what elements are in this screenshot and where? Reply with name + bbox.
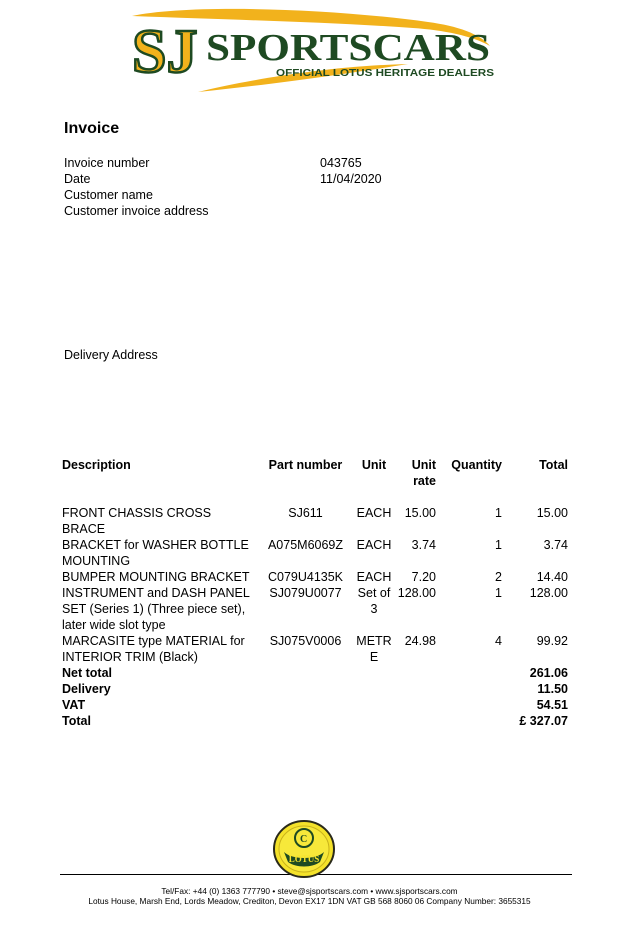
row-quantity: 1 bbox=[495, 586, 502, 600]
table-row bbox=[62, 537, 568, 569]
table-header-row bbox=[62, 457, 568, 489]
vat-value: 54.51 bbox=[536, 698, 568, 712]
customer-invoice-address-label: Customer invoice address bbox=[64, 204, 209, 218]
row-description: BUMPER MOUNTING BRACKET bbox=[62, 570, 250, 584]
row-unit: EACH bbox=[356, 538, 392, 552]
col-header-part-number: Part number bbox=[268, 458, 343, 472]
grand-total-value: £ 327.07 bbox=[519, 714, 568, 728]
net-total-value: 261.06 bbox=[529, 666, 568, 680]
row-total: 14.40 bbox=[536, 570, 568, 584]
row-quantity: 1 bbox=[495, 538, 502, 552]
date-value: 11/04/2020 bbox=[320, 172, 382, 186]
invoice-number-label: Invoice number bbox=[64, 156, 150, 170]
row-part-number: SJ075V0006 bbox=[269, 634, 342, 648]
row-part-number: C079U4135K bbox=[267, 570, 344, 584]
row-part-number: SJ079U0077 bbox=[269, 586, 342, 600]
invoice-title: Invoice bbox=[64, 120, 120, 137]
line-items-table bbox=[62, 457, 568, 729]
net-total-row bbox=[62, 665, 568, 681]
date-label: Date bbox=[64, 172, 91, 186]
delivery-value: 11.50 bbox=[537, 682, 568, 696]
row-total: 128.00 bbox=[529, 586, 568, 600]
delivery-row bbox=[62, 681, 568, 697]
customer-name-label: Customer name bbox=[64, 188, 153, 202]
row-unit-rate: 7.20 bbox=[411, 570, 436, 584]
col-header-total: Total bbox=[539, 458, 568, 472]
grand-total-row bbox=[62, 713, 568, 729]
col-header-description: Description bbox=[62, 458, 131, 472]
table-row bbox=[62, 505, 568, 537]
col-header-unit: Unit bbox=[361, 458, 387, 472]
col-header-unit-rate: Unit rate bbox=[411, 458, 436, 488]
lotus-badge-text: LOTUS bbox=[288, 854, 320, 864]
lotus-badge-icon bbox=[270, 818, 338, 880]
row-total: 99.92 bbox=[536, 634, 568, 648]
row-quantity: 2 bbox=[495, 570, 502, 584]
row-unit-rate: 24.98 bbox=[404, 634, 436, 648]
row-description: MARCASITE type MATERIAL for INTERIOR TRIM (Black) bbox=[62, 634, 245, 664]
sj-sportscars-logo bbox=[128, 6, 498, 96]
vat-label: VAT bbox=[62, 698, 86, 712]
row-quantity: 1 bbox=[495, 506, 502, 520]
svg-text:C: C bbox=[300, 834, 308, 845]
row-unit: EACH bbox=[356, 570, 392, 584]
table-row bbox=[62, 585, 568, 633]
logo-initials: SJ bbox=[132, 18, 198, 86]
table-row bbox=[62, 633, 568, 665]
row-part-number: A075M6069Z bbox=[267, 538, 344, 552]
grand-total-label: Total bbox=[62, 714, 91, 728]
row-unit: Set of 3 bbox=[357, 586, 391, 616]
net-total-label: Net total bbox=[62, 666, 112, 680]
delivery-label: Delivery bbox=[62, 682, 111, 696]
row-part-number: SJ611 bbox=[288, 506, 323, 520]
row-total: 15.00 bbox=[536, 506, 568, 520]
row-unit-rate: 128.00 bbox=[397, 586, 436, 600]
row-description: FRONT CHASSIS CROSS BRACE bbox=[62, 506, 212, 536]
row-description: BRACKET for WASHER BOTTLE MOUNTING bbox=[62, 538, 249, 568]
row-unit-rate: 3.74 bbox=[411, 538, 436, 552]
logo-tagline: OFFICIAL LOTUS HERITAGE DEALERS bbox=[276, 67, 494, 79]
row-quantity: 4 bbox=[495, 634, 502, 648]
row-unit-rate: 15.00 bbox=[404, 506, 436, 520]
logo-brand-name: SPORTSCARS bbox=[206, 27, 490, 69]
row-total: 3.74 bbox=[543, 538, 568, 552]
table-row bbox=[62, 569, 568, 585]
footer-contact-line: Tel/Fax: +44 (0) 1363 777790 • steve@sjsportscars.com • www.sjsportscars.com bbox=[161, 886, 458, 896]
delivery-address-label: Delivery Address bbox=[64, 348, 158, 362]
invoice-number-value: 043765 bbox=[320, 156, 362, 170]
col-header-quantity: Quantity bbox=[451, 458, 502, 472]
footer-address-line: Lotus House, Marsh End, Lords Meadow, Crediton, Devon EX17 1DN VAT GB 568 8060 06 Company Number: 3655315 bbox=[88, 896, 531, 906]
row-unit: EACH bbox=[356, 506, 392, 520]
row-description: INSTRUMENT and DASH PANEL SET (Series 1) (Three piece set), later wide slot type bbox=[62, 586, 250, 632]
vat-row bbox=[62, 697, 568, 713]
row-unit: METRE bbox=[356, 634, 392, 664]
